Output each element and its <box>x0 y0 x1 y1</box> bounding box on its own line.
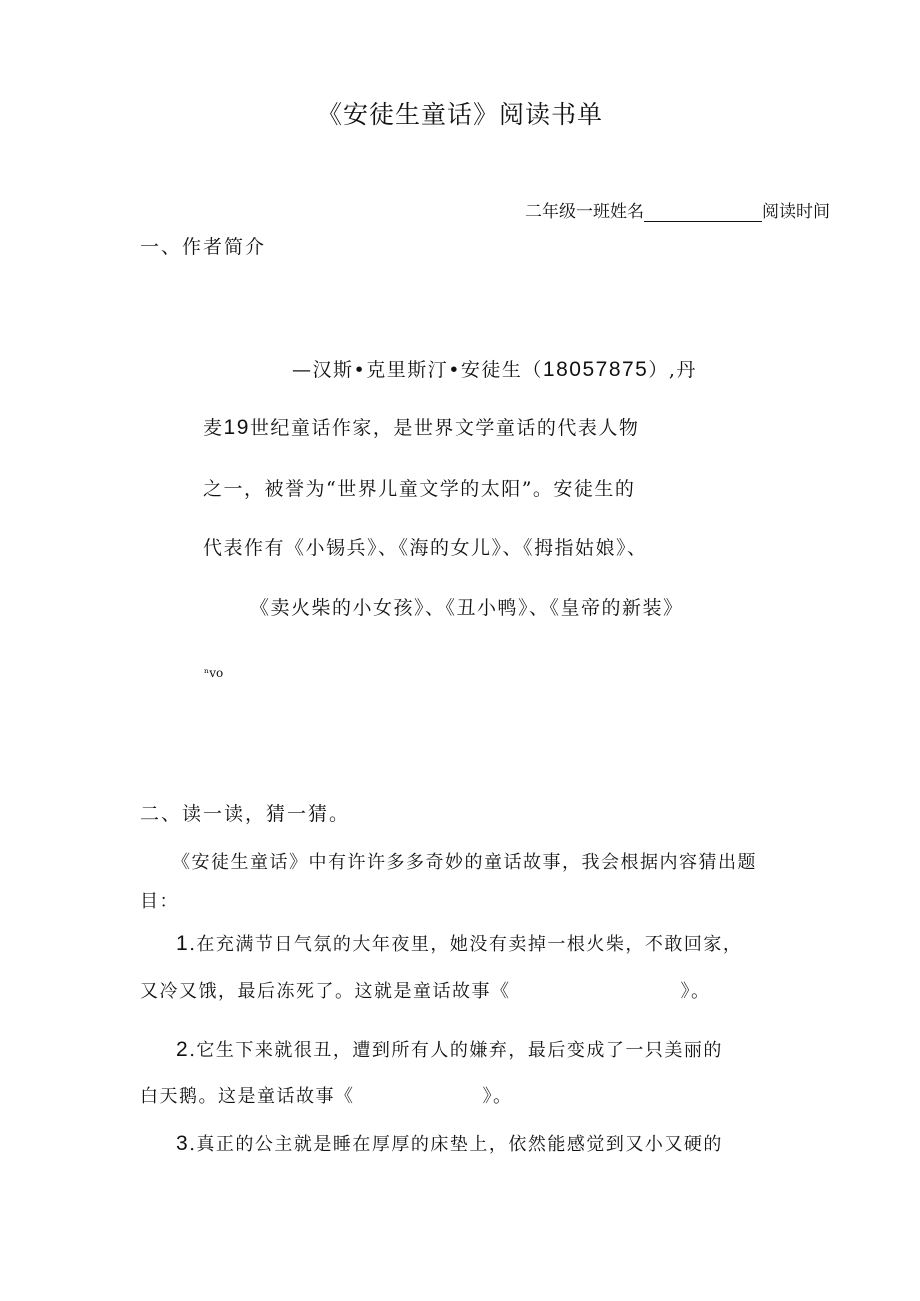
question-1-text: .在充满节日气氛的大年夜里，她没有卖掉一根火柴，不敢回家， <box>189 934 743 955</box>
question-2-post: 》。 <box>482 1086 513 1107</box>
intro-line-1: 《安徒生童话》中有许许多多奇妙的童话故事，我会根据内容猜出题 <box>172 852 757 873</box>
question-2-line-2 <box>140 1082 513 1108</box>
question-3-text: .真正的公主就是睡在厚厚的床垫上，依然能感觉到又小又硬的 <box>189 1134 723 1155</box>
bio-line-2-post: 世纪童话作家，是世界文学童话的代表人物 <box>249 417 640 439</box>
bio-line-1-post: ）,丹 <box>648 359 697 381</box>
question-2-line-1 <box>176 1036 723 1062</box>
question-2-pre: 白天鹅。这是童话故事《 <box>140 1086 355 1107</box>
bio-line-3: 之一，被誉为“世界儿童文学的太阳”。安徒生的 <box>203 478 636 500</box>
name-blank[interactable] <box>644 205 762 222</box>
section-heading-guess: 二、读一读，猜一猜。 <box>140 803 351 825</box>
bio-line-1 <box>292 355 697 382</box>
question-2-number: 2 <box>176 1038 190 1061</box>
question-2-text: .它生下来就很丑，遭到所有人的嫌弃，最后变成了一只美丽的 <box>189 1040 723 1061</box>
question-1-post: 》。 <box>680 981 711 1002</box>
bio-line-2-pre: 麦 <box>203 417 224 439</box>
bio-years: 18057875 <box>542 358 649 381</box>
question-3-line-1 <box>176 1130 723 1156</box>
bio-line-4: 代表作有《小锡兵》、《海的女儿》、《拇指姑娘》、 <box>203 537 648 559</box>
bio-line-2 <box>203 413 639 440</box>
bio-line-1-pre: —汉斯•克里斯汀•安徒生（ <box>292 359 543 381</box>
bio-century: 19 <box>223 416 250 439</box>
section-heading-author: 一、作者简介 <box>140 236 267 258</box>
page-title: 《安徒生童话》阅读书单 <box>316 100 603 129</box>
reading-time-label: 阅读时间 <box>762 202 830 222</box>
student-info-line <box>525 197 830 222</box>
intro-line-2: 目： <box>140 891 179 912</box>
question-3-number: 3 <box>176 1132 190 1155</box>
question-1-pre: 又冷又饿，最后冻死了。这就是童话故事《 <box>140 981 511 1002</box>
question-1-number: 1 <box>176 932 190 955</box>
bio-line-5: 《卖火柴的小女孩》、《丑小鸭》、《皇帝的新装》 <box>250 597 684 619</box>
bio-line-6: ⁿvo <box>204 666 224 680</box>
question-1-line-2 <box>140 977 711 1003</box>
question-1-line-1 <box>176 930 742 956</box>
class-name-label: 二年级一班姓名 <box>525 202 644 222</box>
